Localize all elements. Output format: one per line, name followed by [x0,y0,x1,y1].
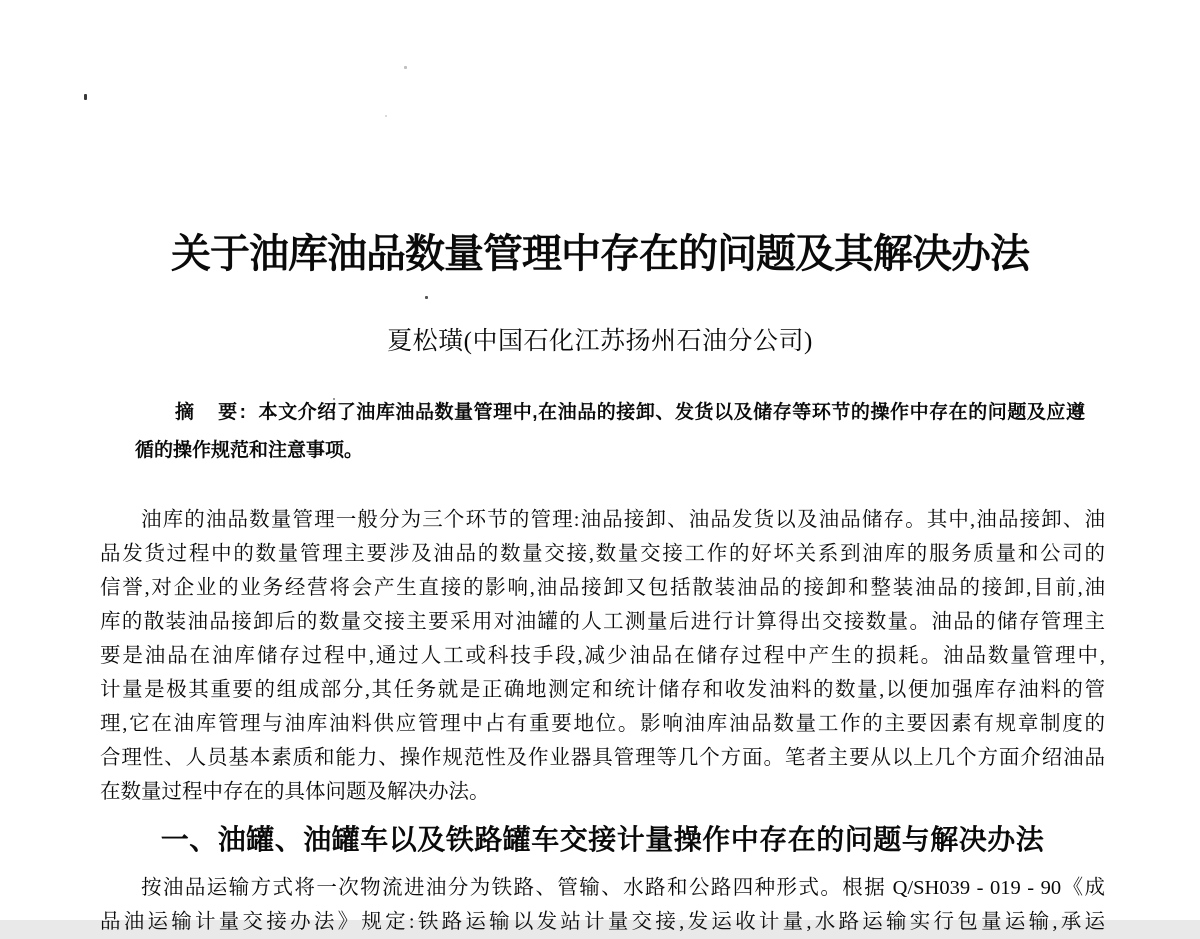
abstract-block [135,394,1085,470]
body-line-clipped: 品油运输计量交接办法》规定:铁路运输以发站计量交接,发运收计量,水路运输实行包量运输,承运 [100,911,1105,933]
scan-speck [84,94,87,100]
abstract-line [135,394,1085,432]
scan-speck [425,296,428,299]
scan-speck [404,66,407,69]
body-line: 合理性、人员基本素质和能力、操作规范性及作业器具管理等几个方面。笔者主要从以上几个方面介绍油品 [100,747,1105,769]
body-line: 计量是极其重要的组成部分,其任务就是正确地测定和统计储存和收发油料的数量,以便加强库存油料的管 [100,679,1105,701]
introduction-paragraph [100,503,1105,809]
body-line: 要是油品在油库储存过程中,通过人工或科技手段,减少油品在储存过程中产生的损耗。油品数量管理中, [100,645,1105,667]
body-line: 库的散装油品接卸后的数量交接主要采用对油罐的人工测量后进行计算得出交接数量。油品的储存管理主 [100,611,1105,633]
scan-speck [385,115,387,117]
paper-author: 夏松璜(中国石化江苏扬州石油分公司) [387,328,813,355]
section-1-paragraph [100,871,1105,933]
section-1-heading: 一、油罐、油罐车以及铁路罐车交接计量操作中存在的问题与解决办法 [160,824,1045,855]
body-line: 理,它在油库管理与油库油料供应管理中占有重要地位。影响油库油品数量工作的主要因素有规章制度的 [100,713,1105,735]
abstract-line: 循的操作规范和注意事项。 [135,440,364,461]
body-line: 油库的油品数量管理一般分为三个环节的管理:油品接卸、油品发货以及油品储存。其中,油品接卸、油 [141,509,1105,531]
body-line: 在数量过程中存在的具体问题及解决办法。 [100,781,490,803]
body-line: 品发货过程中的数量管理主要涉及油品的数量交接,数量交接工作的好坏关系到油库的服务质量和公司的 [100,543,1105,565]
abstract-label: 摘 要: [175,402,248,423]
body-line: 按油品运输方式将一次物流进油分为铁路、管输、水路和公路四种形式。根据 Q/SH039 - 019 - 90《成 [141,877,1105,899]
paper-title: 关于油库油品数量管理中存在的问题及其解决办法 [171,231,1029,276]
body-line: 信誉,对企业的业务经营将会产生直接的影响,油品接卸又包括散装油品的接卸和整装油品的接卸,目前,油 [100,577,1105,599]
abstract-text: 本文介绍了油库油品数量管理中,在油品的接卸、发货以及储存等环节的操作中存在的问题及应遵 [257,402,1085,423]
